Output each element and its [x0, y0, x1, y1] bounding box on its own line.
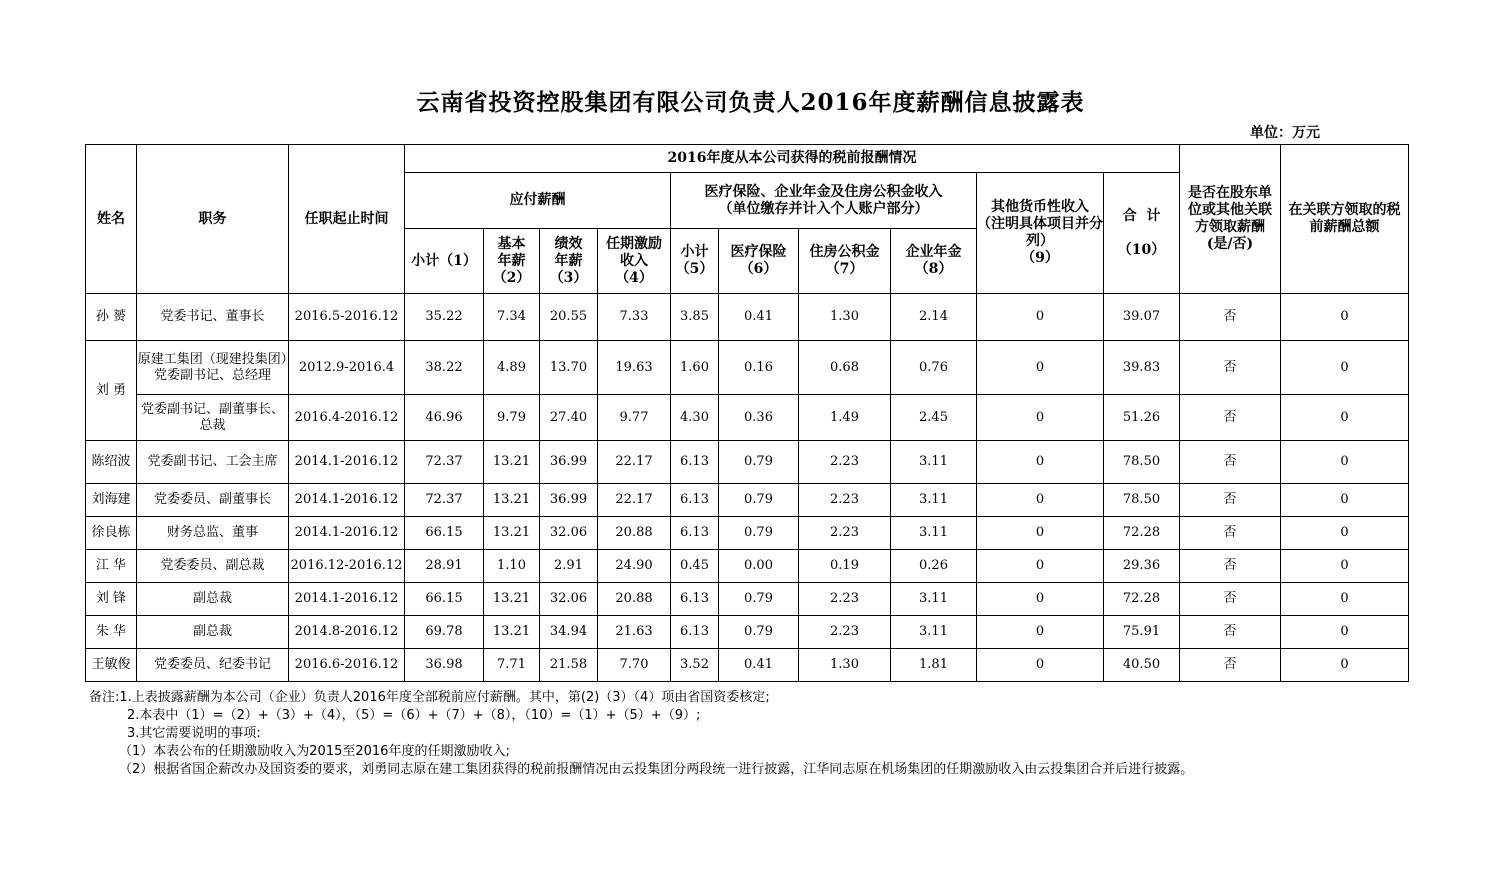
cell-value-12: 0: [1281, 550, 1409, 583]
cell-value-12: 0: [1281, 484, 1409, 517]
cell-position: 党委委员、副总裁: [137, 550, 289, 583]
cell-value-9: 0: [977, 441, 1104, 484]
note-5: （2）根据省国企薪改办及国资委的要求，刘勇同志原在建工集团获得的税前报酬情况由云投集团分两段统一进行披露，江华同志原在机场集团的任期激励收入由云投集团合并后进行披露。: [119, 762, 1194, 777]
cell-position: 党委委员、副董事长: [137, 484, 289, 517]
cell-name: 朱 华: [86, 616, 137, 649]
header-c7: 住房公积金 （7）: [799, 229, 891, 294]
cell-position: 副总裁: [137, 583, 289, 616]
table-row: [86, 517, 1409, 550]
cell-value-5: 1.60: [671, 341, 719, 395]
cell-value-12: 0: [1281, 395, 1409, 441]
cell-value-2: 7.71: [484, 649, 540, 682]
cell-value-5: 6.13: [671, 484, 719, 517]
cell-term: 2014.8-2016.12: [289, 616, 405, 649]
cell-value-7: 2.23: [799, 484, 891, 517]
cell-position: 原建工集团（现建投集团）党委副书记、总经理: [137, 341, 289, 395]
cell-value-1: 69.78: [405, 616, 484, 649]
cell-value-7: 1.30: [799, 294, 891, 341]
cell-value-9: 0: [977, 517, 1104, 550]
cell-value-2: 13.21: [484, 484, 540, 517]
cell-value-9: 0: [977, 484, 1104, 517]
cell-value-6: 0.00: [719, 550, 799, 583]
cell-position: 财务总监、董事: [137, 517, 289, 550]
cell-value-11: 否: [1180, 395, 1281, 441]
cell-value-11: 否: [1180, 583, 1281, 616]
cell-value-4: 20.88: [598, 583, 671, 616]
cell-value-3: 21.58: [540, 649, 598, 682]
cell-value-7: 0.19: [799, 550, 891, 583]
header-c1: 小计（1）: [405, 229, 484, 294]
cell-value-1: 28.91: [405, 550, 484, 583]
header-c2: 基本 年薪 （2）: [484, 229, 540, 294]
cell-value-3: 27.40: [540, 395, 598, 441]
cell-value-10: 40.50: [1104, 649, 1180, 682]
cell-value-4: 19.63: [598, 341, 671, 395]
cell-value-3: 32.06: [540, 517, 598, 550]
cell-value-6: 0.79: [719, 583, 799, 616]
cell-position: 副总裁: [137, 616, 289, 649]
header-insurance: 医疗保险、企业年金及住房公积金收入 （单位缴存并计入个人账户部分）: [671, 173, 977, 229]
header-c8: 企业年金 （8）: [891, 229, 977, 294]
note-2: 2.本表中（1）=（2）+（3）+（4），（5）=（6）+（7）+（8），（10）=（1）+（5）+（9）;: [127, 708, 701, 723]
header-c6: 医疗保险 （6）: [719, 229, 799, 294]
cell-value-9: 0: [977, 616, 1104, 649]
cell-value-8: 3.11: [891, 616, 977, 649]
table-row: [86, 395, 1409, 441]
cell-value-4: 7.33: [598, 294, 671, 341]
cell-value-2: 13.21: [484, 517, 540, 550]
cell-value-4: 24.90: [598, 550, 671, 583]
header-total: 合 计 （10）: [1104, 173, 1180, 294]
cell-value-2: 1.10: [484, 550, 540, 583]
cell-value-10: 75.91: [1104, 616, 1180, 649]
cell-name: 陈绍波: [86, 441, 137, 484]
cell-value-5: 3.85: [671, 294, 719, 341]
cell-value-6: 0.36: [719, 395, 799, 441]
cell-value-11: 否: [1180, 616, 1281, 649]
cell-name: 孙 赟: [86, 294, 137, 341]
header-pay-group: 2016年度从本公司获得的税前报酬情况: [405, 145, 1180, 173]
cell-value-8: 3.11: [891, 517, 977, 550]
cell-value-9: 0: [977, 583, 1104, 616]
cell-value-2: 7.34: [484, 294, 540, 341]
cell-value-2: 9.79: [484, 395, 540, 441]
cell-value-1: 66.15: [405, 583, 484, 616]
cell-value-7: 2.23: [799, 517, 891, 550]
cell-term: 2014.1-2016.12: [289, 517, 405, 550]
cell-value-7: 2.23: [799, 441, 891, 484]
cell-value-1: 66.15: [405, 517, 484, 550]
cell-value-4: 22.17: [598, 441, 671, 484]
cell-value-11: 否: [1180, 441, 1281, 484]
cell-value-10: 72.28: [1104, 517, 1180, 550]
cell-value-5: 4.30: [671, 395, 719, 441]
cell-name: 江 华: [86, 550, 137, 583]
cell-name: 刘海建: [86, 484, 137, 517]
cell-value-8: 2.14: [891, 294, 977, 341]
cell-value-8: 3.11: [891, 583, 977, 616]
cell-term: 2016.5-2016.12: [289, 294, 405, 341]
cell-value-4: 21.63: [598, 616, 671, 649]
table-row: [86, 484, 1409, 517]
header-other: 其他货币性收入 （注明具体项目并分列） （9）: [977, 173, 1104, 294]
cell-value-1: 36.98: [405, 649, 484, 682]
unit-label: 单位：万元: [1250, 125, 1320, 141]
cell-value-10: 51.26: [1104, 395, 1180, 441]
cell-value-9: 0: [977, 395, 1104, 441]
table-row: [86, 649, 1409, 682]
cell-name: 王敏俊: [86, 649, 137, 682]
cell-value-11: 否: [1180, 484, 1281, 517]
cell-position: 党委委员、纪委书记: [137, 649, 289, 682]
cell-value-4: 22.17: [598, 484, 671, 517]
table-row: [86, 441, 1409, 484]
cell-position: 党委书记、董事长: [137, 294, 289, 341]
cell-value-3: 36.99: [540, 484, 598, 517]
cell-value-12: 0: [1281, 616, 1409, 649]
table-body: [86, 294, 1409, 682]
cell-value-1: 46.96: [405, 395, 484, 441]
cell-value-9: 0: [977, 649, 1104, 682]
cell-name: 刘 锋: [86, 583, 137, 616]
cell-value-6: 0.16: [719, 341, 799, 395]
cell-value-2: 13.21: [484, 441, 540, 484]
table-row: [86, 550, 1409, 583]
header-c3: 绩效 年薪 （3）: [540, 229, 598, 294]
cell-value-7: 0.68: [799, 341, 891, 395]
cell-value-3: 13.70: [540, 341, 598, 395]
cell-value-2: 13.21: [484, 616, 540, 649]
header-position: 职务: [137, 145, 289, 294]
cell-value-11: 否: [1180, 649, 1281, 682]
cell-value-4: 9.77: [598, 395, 671, 441]
cell-value-10: 29.36: [1104, 550, 1180, 583]
cell-value-12: 0: [1281, 341, 1409, 395]
salary-table: [85, 144, 1409, 682]
cell-value-3: 36.99: [540, 441, 598, 484]
cell-value-12: 0: [1281, 583, 1409, 616]
cell-value-9: 0: [977, 294, 1104, 341]
cell-value-2: 13.21: [484, 583, 540, 616]
cell-value-8: 0.76: [891, 341, 977, 395]
cell-value-6: 0.79: [719, 616, 799, 649]
cell-value-3: 32.06: [540, 583, 598, 616]
cell-name: 徐良栋: [86, 517, 137, 550]
cell-value-10: 72.28: [1104, 583, 1180, 616]
cell-value-12: 0: [1281, 441, 1409, 484]
cell-value-9: 0: [977, 341, 1104, 395]
header-related: 在关联方领取的税前薪酬总额: [1281, 145, 1409, 294]
cell-value-9: 0: [977, 550, 1104, 583]
cell-value-8: 3.11: [891, 441, 977, 484]
note-4: （1）本表公布的任期激励收入为2015至2016年度的任期激励收入;: [119, 744, 510, 759]
cell-value-4: 20.88: [598, 517, 671, 550]
cell-value-5: 6.13: [671, 517, 719, 550]
header-shareholder: 是否在股东单位或其他关联方领取薪酬 (是/否): [1180, 145, 1281, 294]
header-name: 姓名: [86, 145, 137, 294]
cell-value-6: 0.79: [719, 517, 799, 550]
cell-value-6: 0.79: [719, 441, 799, 484]
cell-value-12: 0: [1281, 294, 1409, 341]
cell-term: 2016.4-2016.12: [289, 395, 405, 441]
cell-value-12: 0: [1281, 649, 1409, 682]
table-row: [86, 294, 1409, 341]
table-row: [86, 616, 1409, 649]
cell-value-10: 78.50: [1104, 484, 1180, 517]
cell-value-1: 72.37: [405, 484, 484, 517]
cell-value-5: 6.13: [671, 441, 719, 484]
cell-value-5: 6.13: [671, 583, 719, 616]
cell-value-11: 否: [1180, 341, 1281, 395]
cell-name: 刘 勇: [86, 341, 137, 441]
cell-value-3: 20.55: [540, 294, 598, 341]
cell-value-1: 38.22: [405, 341, 484, 395]
cell-term: 2016.6-2016.12: [289, 649, 405, 682]
header-term: 任职起止时间: [289, 145, 405, 294]
note-1: 备注:1.上表披露薪酬为本公司（企业）负责人2016年度全部税前应付薪酬。其中，第(2)（3）（4）项由省国资委核定;: [89, 690, 770, 705]
cell-term: 2014.1-2016.12: [289, 484, 405, 517]
cell-value-8: 0.26: [891, 550, 977, 583]
cell-term: 2014.1-2016.12: [289, 441, 405, 484]
cell-value-2: 4.89: [484, 341, 540, 395]
cell-value-8: 2.45: [891, 395, 977, 441]
cell-value-1: 35.22: [405, 294, 484, 341]
cell-value-3: 34.94: [540, 616, 598, 649]
cell-value-6: 0.79: [719, 484, 799, 517]
cell-position: 党委副书记、副董事长、总裁: [137, 395, 289, 441]
cell-value-12: 0: [1281, 517, 1409, 550]
cell-value-1: 72.37: [405, 441, 484, 484]
table-row: [86, 583, 1409, 616]
cell-term: 2012.9-2016.4: [289, 341, 405, 395]
cell-value-8: 1.81: [891, 649, 977, 682]
cell-value-8: 3.11: [891, 484, 977, 517]
cell-value-11: 否: [1180, 550, 1281, 583]
cell-value-6: 0.41: [719, 294, 799, 341]
cell-value-10: 39.83: [1104, 341, 1180, 395]
table-row: [86, 341, 1409, 395]
cell-value-7: 1.49: [799, 395, 891, 441]
cell-term: 2016.12-2016.12: [289, 550, 405, 583]
cell-value-7: 1.30: [799, 649, 891, 682]
cell-term: 2014.1-2016.12: [289, 583, 405, 616]
cell-value-11: 否: [1180, 517, 1281, 550]
page-title: 云南省投资控股集团有限公司负责人2016年度薪酬信息披露表: [416, 89, 1085, 116]
cell-value-3: 2.91: [540, 550, 598, 583]
cell-value-5: 6.13: [671, 616, 719, 649]
notes: [89, 689, 1414, 779]
cell-value-6: 0.41: [719, 649, 799, 682]
cell-value-7: 2.23: [799, 583, 891, 616]
cell-value-4: 7.70: [598, 649, 671, 682]
header-payable: 应付薪酬: [405, 173, 671, 229]
cell-value-5: 3.52: [671, 649, 719, 682]
note-3: 3.其它需要说明的事项:: [127, 726, 261, 741]
cell-position: 党委副书记、工会主席: [137, 441, 289, 484]
cell-value-10: 78.50: [1104, 441, 1180, 484]
cell-value-7: 2.23: [799, 616, 891, 649]
header-c5: 小计 （5）: [671, 229, 719, 294]
cell-value-10: 39.07: [1104, 294, 1180, 341]
cell-value-5: 0.45: [671, 550, 719, 583]
cell-value-11: 否: [1180, 294, 1281, 341]
header-c4: 任期激励 收入 （4）: [598, 229, 671, 294]
